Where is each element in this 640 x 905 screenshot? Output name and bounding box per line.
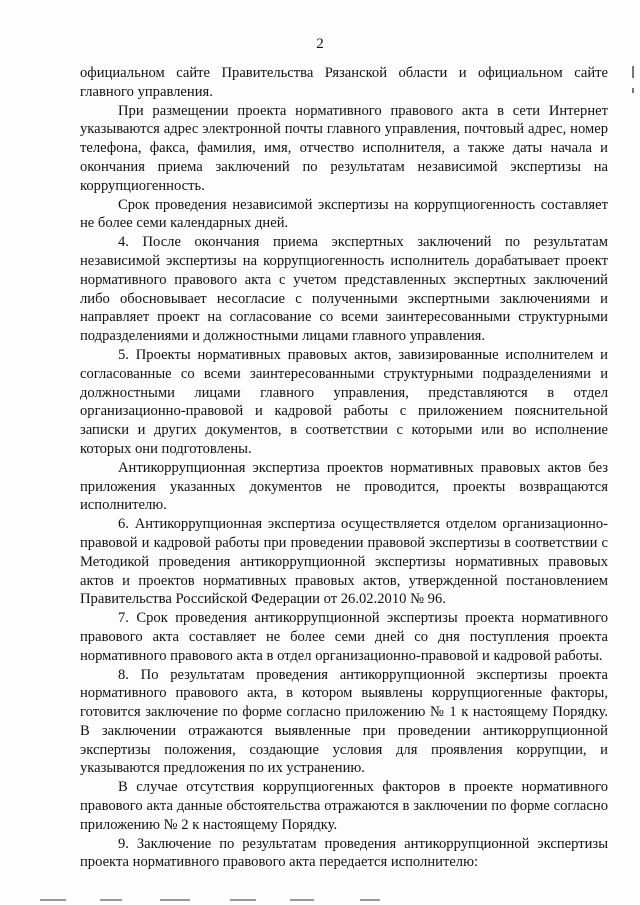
paragraph-no-factors: В случае отсутствия коррупциогенных факторов в проекте нормативного правового акта данные обстоятельства отражаются в заключении по форме согласно приложению № 2 к настоящему Порядку.	[80, 779, 608, 833]
document-body	[80, 64, 608, 872]
paragraph-documents-required: Антикоррупционная экспертиза проектов нормативных правовых актов без приложения указанных документов не проводится, проекты возвращаются исполнителю.	[80, 459, 608, 514]
paragraph-item-9: 9. Заключение по результатам проведения антикоррупционной экспертизы проекта нормативного правового акта передается исполнителю:	[80, 835, 608, 871]
paragraph-continuation: официальном сайте Правительства Рязанской области и официальном сайте главного управления.	[80, 65, 608, 100]
scan-edge-mark	[632, 88, 634, 93]
paragraph-item-8: 8. По результатам проведения антикоррупционной экспертизы проекта нормативного правового акта, в котором выявлены коррупциогенные факторы, готовится заключение по форме согласно приложению № 1 к настоящему Порядку. В заключении отражаются выявленные при проведении антикоррупционной экспертизы положения, создающие условия для проявления коррупции, и указываются предложения по их устранению.	[80, 666, 608, 777]
paragraph-item-4: 4. После окончания приема экспертных заключений по результатам независимой экспертизы на коррупциогенность исполнитель дорабатывает проект нормативного правового акта с учетом представленных экспертных заключений либо обосновывает несогласие с полученными экспертными заключениями и направляет проект на согласование со всеми заинтересованными структурными подразделениями и должностными лицами главного управления.	[80, 234, 608, 345]
scan-bottom-artifacts	[40, 899, 600, 903]
paragraph-item-6: 6. Антикоррупционная экспертиза осуществляется отделом организационно-правовой и кадровой работы при проведении правовой экспертизы в соответствии с Методикой проведения антикоррупционной экспертизы нормативных правовых актов и проектов нормативных правовых актов, утвержденной постановлением Правительства Российской Федерации от 26.02.2010 № 96.	[80, 516, 608, 608]
paragraph-item-5: 5. Проекты нормативных правовых актов, завизированные исполнителем и согласованные со всеми заинтересованными структурными подразделениями и должностными лицами главного управления, представляются в отдел организационно-правовой и кадровой работы с приложением пояснительной записки и других документов, в соответствии с которыми или во исполнение которых они подготовлены.	[80, 346, 608, 457]
paragraph-item-7: 7. Срок проведения антикоррупционной экспертизы проекта нормативного правового акта составляет не более семи дней со дня поступления проекта нормативного правового акта в отдел организационно-правовой и кадровой работы.	[80, 610, 608, 664]
scan-edge-mark	[632, 66, 634, 78]
paragraph-independent-review-term: Срок проведения независимой экспертизы на коррупциогенность составляет не более семи календарных дней.	[80, 196, 608, 232]
page-number: 2	[316, 36, 324, 52]
paragraph-internet-posting: При размещении проекта нормативного правового акта в сети Интернет указываются адрес электронной почты главного управления, почтовый адрес, номер телефона, факса, фамилия, имя, отчество исполнителя, а также даты начала и окончания приема заключений по результатам независимой экспертизы на коррупциогенность.	[80, 102, 608, 194]
